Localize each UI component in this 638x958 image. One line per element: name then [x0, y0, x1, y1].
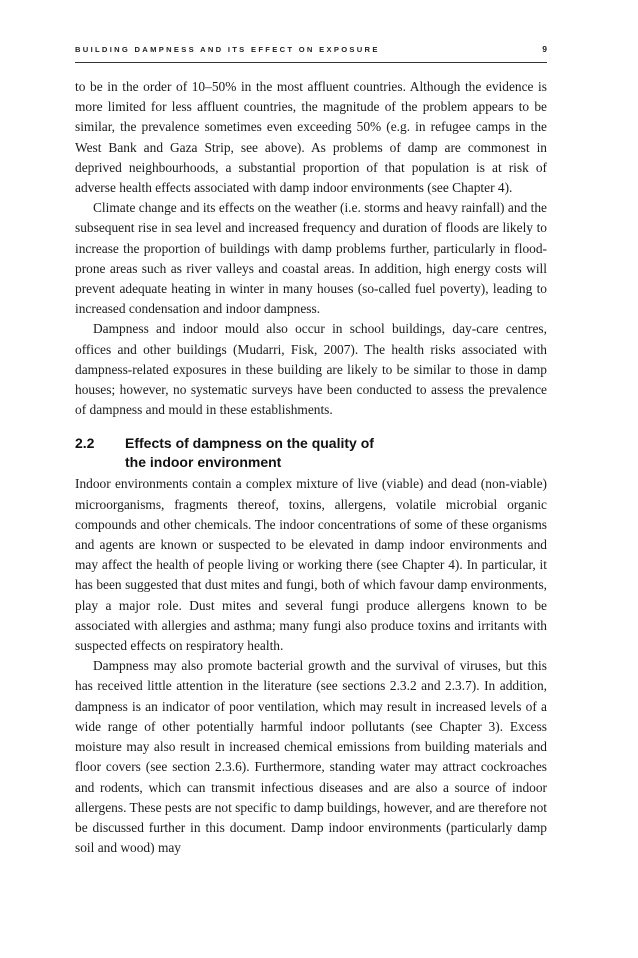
section-heading [75, 434, 547, 472]
paragraph-school-buildings: Dampness and indoor mould also occur in school buildings, day-care centres, offices and other buildings (Mudarri, Fisk, 2007). The health risks associated with dampness-related exposures in these building are likely to be similar to those in damp houses; however, no systematic surveys have been conducted to assess the prevalence of dampness and mould in these establishments. [75, 321, 547, 418]
paragraph-indoor-mixture: Indoor environments contain a complex mixture of live (viable) and dead (non-viable) microorganisms, fragments thereof, toxins, allergens, volatile microbial organic compounds and other chemicals. The indoor concentrations of some of these organisms and agents are known or suspected to be elevated in damp indoor environments and may affect the health of people living or working there (see Chapter 4). In particular, it has been suggested that dust mites and fungi, both of which favour damp environments, play a major role. Dust mites and several fungi produce allergens known to be associated with allergies and asthma; many fungi also produce toxins and irritants with suspected effects on respiratory health. [75, 476, 547, 654]
header-divider [75, 62, 547, 63]
document-page [75, 44, 547, 858]
running-header-title: BUILDING DAMPNESS AND ITS EFFECT ON EXPOSURE [75, 45, 380, 54]
section-number: 2.2 [75, 435, 95, 452]
paragraph-climate-change: Climate change and its effects on the weather (i.e. storms and heavy rainfall) and the subsequent rise in sea level and increased frequency and duration of floods are likely to increase the proportion of buildings with damp problems further, particularly in flood-prone areas such as river valleys and coastal areas. In addition, high energy costs will prevent adequate heating in winter in many houses (so-called fuel poverty), leading to increased condensation and indoor dampness. [75, 200, 547, 317]
paragraph-prevalence-continued: to be in the order of 10–50% in the most affluent countries. Although the evidence is more limited for less affluent countries, the magnitude of the problem appears to be similar, the prevalence sometimes even exceeding 50% (e.g. in refugee camps in the West Bank and Gaza Strip, see above). As problems of damp are commonest in deprived neighbourhoods, a substantial proportion of that population is at risk of adverse health effects associated with damp indoor environments (see Chapter 4). [75, 79, 547, 196]
running-header [75, 44, 547, 54]
paragraph-bacterial-growth: Dampness may also promote bacterial growth and the survival of viruses, but this has received little attention in the literature (see sections 2.3.2 and 2.3.7). In addition, dampness is an indicator of poor ventilation, which may result in increased levels of a wide range of other potentially harmful indoor pollutants (see Chapter 3). Excess moisture may also result in increased chemical emissions from building materials and floor covers (see section 2.3.6). Furthermore, standing water may attract cockroaches and rodents, which can transmit infectious diseases and are also a source of indoor allergens. These pests are not specific to damp buildings, however, and are therefore not be discussed further in this document. Damp indoor environments (particularly damp soil and wood) may [75, 658, 547, 856]
page-number: 9 [542, 44, 547, 54]
section-title: Effects of dampness on the quality of the indoor environment [125, 435, 374, 471]
